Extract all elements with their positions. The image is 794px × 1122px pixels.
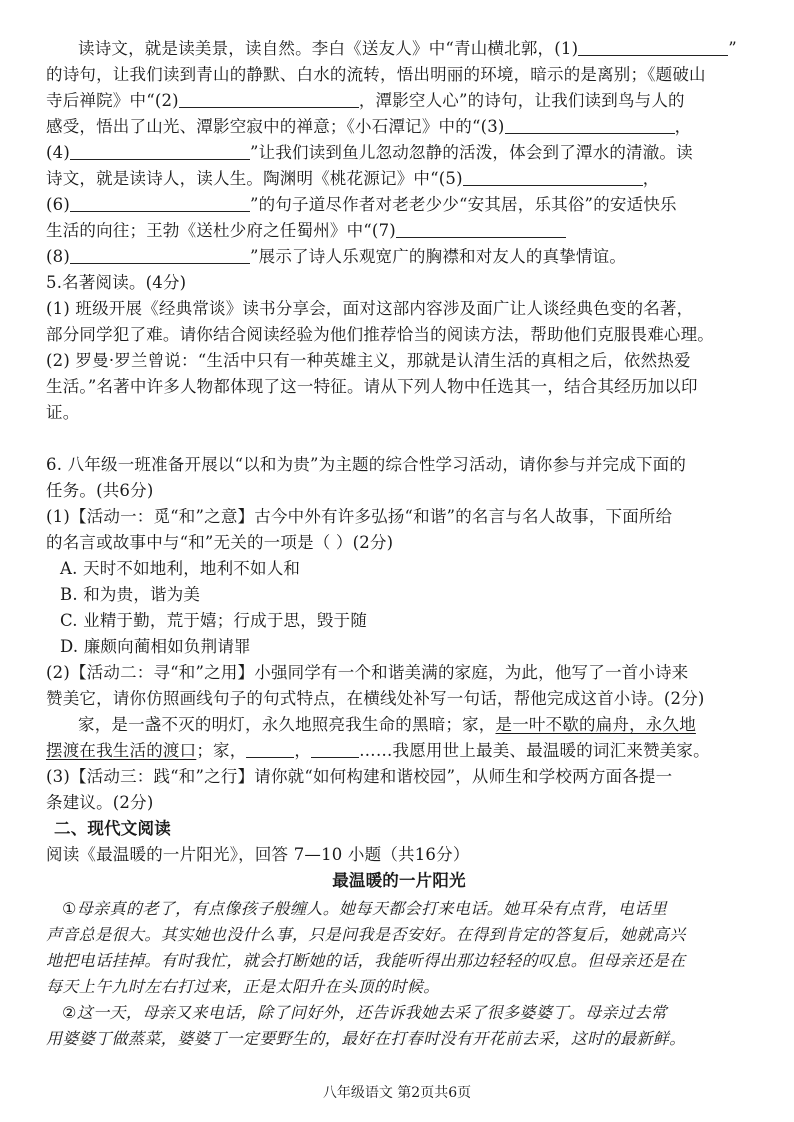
underlined-model-sentence-end: 摆渡在我生活的渡口	[46, 741, 197, 760]
answer-blank-3[interactable]	[505, 115, 675, 134]
q4-line-6: 诗文，就是读诗人，读人生。陶渊明《桃花源记》中“(5) ，	[46, 169, 660, 188]
q4-line-4: 感受，悟出了山光、潭影空寂中的禅意；《小石潭记》中的“(3) ，	[46, 117, 692, 136]
q4-line-3: 寺后禅院》中“(2) ，潭影空人心”的诗句，让我们读到鸟与人的	[46, 91, 685, 110]
q4-line-1: 读诗文，就是读美景，读自然。李白《送友人》中“青山横北郭，(1) ”	[78, 39, 737, 58]
q6-activity2-line1: (2)【活动二：寻“和”之用】小强同学有一个和谐美满的家庭，为此，他写了一首小诗来	[46, 663, 689, 682]
q6-heading-line1: 6. 八年级一班准备开展以“以和为贵”为主题的综合性学习活动，请你参与并完成下面的	[46, 455, 687, 474]
q5-part1-line1: (1) 班级开展《经典常谈》读书分享会，面对这部内容涉及面广让人谈经典色变的名著，	[46, 299, 694, 318]
answer-blank-6[interactable]	[70, 193, 250, 212]
q6-activity3-line1: (3)【活动三：践“和”之行】请你就“如何构建和谐校园”，从师生和学校两方面各提一	[46, 767, 673, 786]
q5-heading: 5.名著阅读。(4分)	[46, 273, 187, 292]
q6-option-d[interactable]: D. 廉颇向蔺相如负荆请罪	[60, 637, 251, 656]
page-footer: 八年级语文 第2页共6页	[322, 1085, 472, 1101]
story-para1-line3: 地把电话挂掉。有时我忙，就会打断她的话，我能听得出那边轻轻的叹息。但母亲还是在	[46, 951, 686, 970]
q5-part1-line2: 部分同学犯了难。请你结合阅读经验为他们推荐恰当的阅读方法，帮助他们克服畏难心理。	[46, 325, 714, 344]
story-para1-line2: 声音总是很大。其实她也没什么事，只是问我是否安好。在得到肯定的答复后，她就高兴	[46, 925, 686, 944]
q4-line-7: (6) ”的句子道尽作者对老老少少“安其居，乐其俗”的安适快乐	[46, 195, 677, 214]
q5-part2-line2: 生活。”名著中许多人物都体现了这一特征。请从下列人物中任选其一，结合其经历加以印	[46, 377, 698, 396]
story-para2-line2: 用婆婆丁做蒸菜，婆婆丁一定要野生的，最好在打春时没有开花前去采，这时的最新鲜。	[46, 1029, 686, 1048]
section-intro: 阅读《最温暖的一片阳光》，回答 7—10 小题（共16分）	[46, 845, 470, 864]
section-title: 二、现代文阅读	[54, 819, 171, 838]
answer-blank-1[interactable]	[578, 37, 728, 56]
q4-line-9: (8) ”展示了诗人乐观宽广的胸襟和对友人的真挚情谊。	[46, 247, 627, 266]
answer-blank-2[interactable]	[179, 89, 359, 108]
story-para1-line4: 每天上午九时左右打过来，正是太阳升在头顶的时候。	[46, 977, 440, 996]
answer-blank-8[interactable]	[70, 245, 250, 264]
poem-blank-1[interactable]	[246, 739, 294, 758]
q6-poem-line2: 摆渡在我生活的渡口；家， ， ……我愿用世上最美、最温暖的词汇来赞美家。	[46, 741, 710, 760]
q5-part2-line1: (2) 罗曼·罗兰曾说：“生活中只有一种英雄主义，那就是认清生活的真相之后，依然热爱	[46, 351, 691, 370]
q6-option-a[interactable]: A. 天时不如地利，地利不如人和	[60, 559, 301, 578]
poem-blank-2[interactable]	[311, 739, 359, 758]
q4-line-2: 的诗句，让我们读到青山的静默、白水的流转，悟出明丽的环境，暗示的是离别；《题破山	[46, 65, 706, 84]
story-title: 最温暖的一片阳光	[332, 871, 466, 890]
q6-heading-line2: 任务。(共6分)	[46, 481, 154, 500]
answer-blank-7[interactable]	[396, 219, 566, 238]
story-para2-line1: ②这一天，母亲又来电话，除了问好外，还告诉我她去采了很多婆婆丁。母亲过去常	[62, 1003, 668, 1022]
q4-line-8: 生活的向往；王勃《送杜少府之任蜀州》中“(7)	[46, 218, 752, 244]
q4-line-5: (4) ”让我们读到鱼儿忽动忽静的活泼，体会到了潭水的清澈。读	[46, 143, 693, 162]
q6-option-b[interactable]: B. 和为贵，谐为美	[60, 585, 201, 604]
q6-poem-line1: 家，是一盏不灭的明灯，永久地照亮我生命的黑暗；家，是一叶不歇的扁舟，永久地	[78, 715, 696, 734]
q6-activity3-line2: 条建议。(2分)	[46, 793, 154, 812]
answer-blank-4[interactable]	[70, 141, 250, 160]
answer-blank-5[interactable]	[463, 167, 643, 186]
q6-option-c[interactable]: C. 业精于勤，荒于嬉；行成于思，毁于随	[60, 611, 368, 630]
q5-part2-line3: 证。	[46, 403, 80, 422]
q6-activity2-line2: 赞美它，请你仿照画线句子的句式特点，在横线处补写一句话，帮他完成这首小诗。(2分)	[46, 689, 705, 708]
underlined-model-sentence: 是一叶不歇的扁舟，永久地	[495, 715, 696, 734]
q6-activity1-line2: 的名言或故事中与“和”无关的一项是（ ）(2分)	[46, 533, 394, 552]
story-para1-line1: ①母亲真的老了，有点像孩子般缠人。她每天都会打来电话。她耳朵有点背，电话里	[62, 899, 668, 918]
q6-activity1-line1: (1)【活动一：觅“和”之意】古今中外有许多弘扬“和谐”的名言与名人故事，下面所给	[46, 507, 673, 526]
